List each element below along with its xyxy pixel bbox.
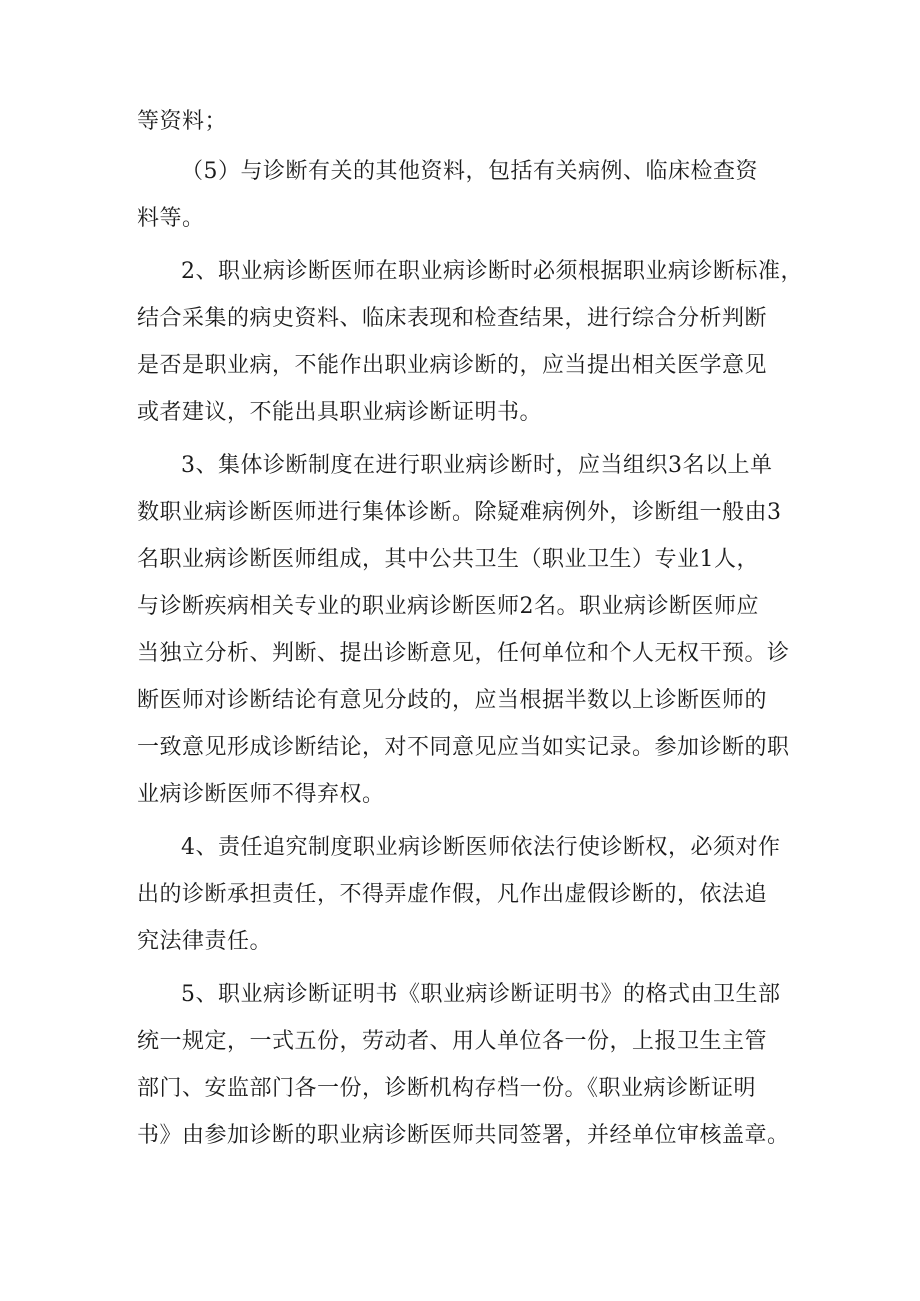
text-line-9: 数职业病诊断医师进行集体诊断。除疑难病例外，诊断组一般由3 — [137, 500, 782, 525]
text-line-3: 料等。 — [137, 206, 205, 231]
text-line-10: 名职业病诊断医师组成，其中公共卫生（职业卫生）专业1人， — [137, 547, 759, 572]
text-line-5: 结合采集的病史资料、临床表现和检查结果，进行综合分析判断 — [137, 306, 768, 331]
text-line-16: 4、责任追究制度职业病诊断医师依法行使诊断权，必须对作 — [181, 835, 781, 860]
text-line-22: 书》由参加诊断的职业病诊断医师共同签署，并经单位审核盖章。 — [137, 1123, 790, 1148]
text-line-14: 一致意见形成诊断结论，对不同意见应当如实记录。参加诊断的职 — [137, 735, 790, 760]
text-line-15: 业病诊断医师不得弃权。 — [137, 782, 385, 807]
text-line-2: （5）与诊断有关的其他资料，包括有关病例、临床检查资 — [181, 159, 758, 184]
text-line-7: 或者建议，不能出具职业病诊断证明书。 — [137, 400, 543, 425]
text-line-6: 是否是职业病，不能作出职业病诊断的，应当提出相关医学意见 — [137, 353, 768, 378]
text-line-4: 2、职业病诊断医师在职业病诊断时必须根据职业病诊断标准， — [181, 259, 803, 284]
text-line-13: 断医师对诊断结论有意见分歧的，应当根据半数以上诊断医师的 — [137, 688, 768, 713]
text-line-19: 5、职业病诊断证明书《职业病诊断证明书》的格式由卫生部 — [181, 982, 781, 1007]
text-line-11: 与诊断疾病相关专业的职业病诊断医师2名。职业病诊断医师应 — [137, 594, 759, 619]
text-line-8: 3、集体诊断制度在进行职业病诊断时，应当组织3名以上单 — [181, 453, 773, 478]
text-line-17: 出的诊断承担责任，不得弄虚作假，凡作出虚假诊断的，依法追 — [137, 882, 768, 907]
text-line-12: 当独立分析、判断、提出诊断意见，任何单位和个人无权干预。诊 — [137, 641, 790, 666]
text-line-1: 等资料； — [137, 109, 228, 134]
text-line-18: 究法律责任。 — [137, 929, 273, 954]
text-line-21: 部门、安监部门各一份，诊断机构存档一份。《职业病诊断证明 — [137, 1076, 757, 1101]
text-line-20: 统一规定，一式五份，劳动者、用人单位各一份，上报卫生主管 — [137, 1029, 768, 1054]
